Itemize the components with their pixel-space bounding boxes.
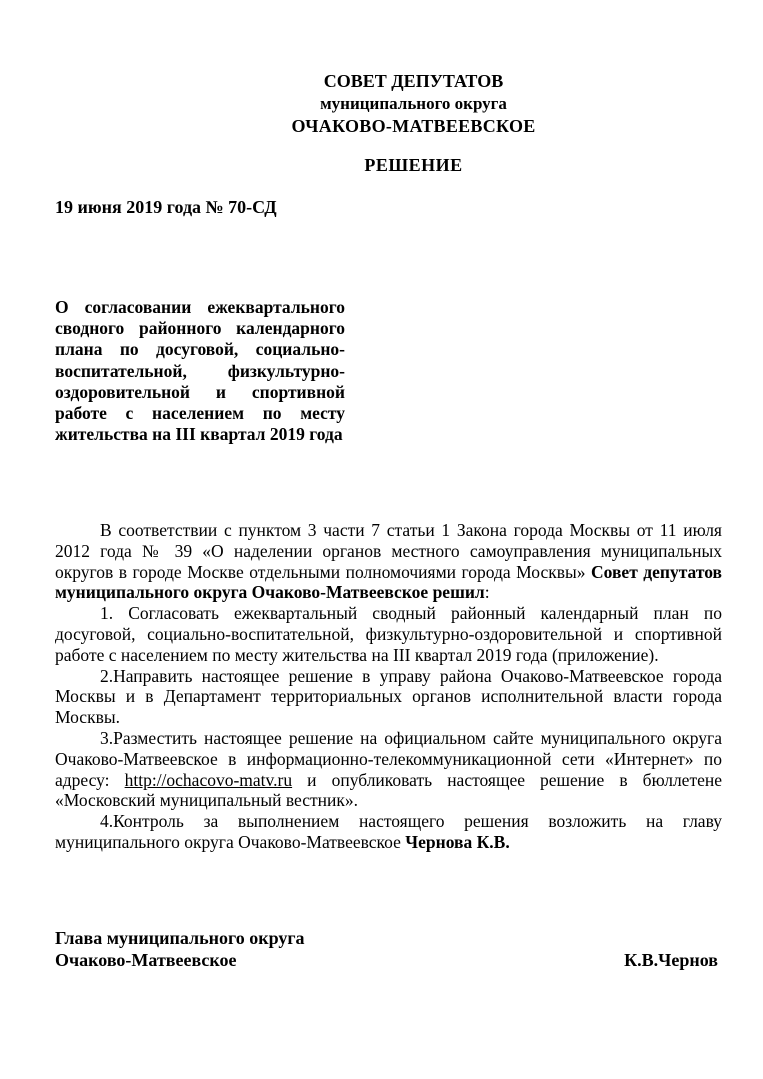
document-body xyxy=(55,520,722,853)
item-2-text: 2.Направить настоящее решение в управу района Очаково-Матвеевское города Москвы и в Департамент территориальных органов исполнительной власти города Москвы. xyxy=(55,665,722,728)
item-paragraph-4 xyxy=(55,811,722,853)
item-4-official-name: Чернова К.В. xyxy=(405,831,510,852)
item-4-text: 4.Контроль за выполнением настоящего решения возложить на главу муниципального округа Очаково-Матвеевское xyxy=(55,811,722,852)
document-type-heading: РЕШЕНИЕ xyxy=(364,155,463,175)
org-name-district-type: муниципального округа xyxy=(320,94,507,113)
item-1-text: 1. Согласовать ежеквартальный сводный районный календарный план по досуговой, социально-воспитательной, физкультурно-оздоровительной и спортивной работе с населением по месту жительства на III квартал 2019 года (приложение). xyxy=(55,603,722,665)
org-name-council: СОВЕТ ДЕПУТАТОВ xyxy=(323,71,504,91)
website-link[interactable]: http://ochacovo-matv.ru xyxy=(124,769,293,790)
org-letterhead xyxy=(105,70,722,137)
item-3-text-before-link: 3.Разместить настоящее решение на официальном сайте муниципального округа Очаково-Матвеевское в информационно-телекоммуникационной сети «Интернет» по адресу: xyxy=(55,727,722,790)
intro-resolution-clause: Совет депутатов муниципального округа Очаково-Матвеевское решил xyxy=(55,561,722,603)
signature-title xyxy=(55,927,305,971)
signature-title-line-2: Очаково-Матвеевское xyxy=(55,950,237,970)
org-name-district: ОЧАКОВО-МАТВЕЕВСКОЕ xyxy=(291,116,536,136)
item-paragraph-1 xyxy=(55,603,722,665)
signature-title-line-1: Глава муниципального округа xyxy=(55,928,305,948)
item-3-text-after-link: и опубликовать настоящее решение в бюллетене «Московский муниципальный вестник». xyxy=(55,769,722,811)
signature-name: К.В.Чернов xyxy=(624,950,718,970)
document-subject: О согласовании ежеквартального сводного районного календарного плана по досуговой, социально-воспитательной, физкультурно-оздоровительной и спортивной работе с населением по месту жительства на III квартал 2019 года xyxy=(55,297,345,445)
signature-block xyxy=(55,927,718,971)
document-date-number: 19 июня 2019 года № 70-СД xyxy=(55,197,277,217)
intro-paragraph xyxy=(55,520,722,603)
intro-colon: : xyxy=(484,582,490,603)
item-paragraph-3 xyxy=(55,728,722,811)
intro-text: В соответствии с пунктом 3 части 7 статьи 1 Закона города Москвы от 11 июля 2012 года № 39 «О наделении органов местного самоуправления муниципальных округов в городе Москве отдельными полномочиями города Москвы» xyxy=(55,520,722,582)
item-paragraph-2 xyxy=(55,666,722,728)
